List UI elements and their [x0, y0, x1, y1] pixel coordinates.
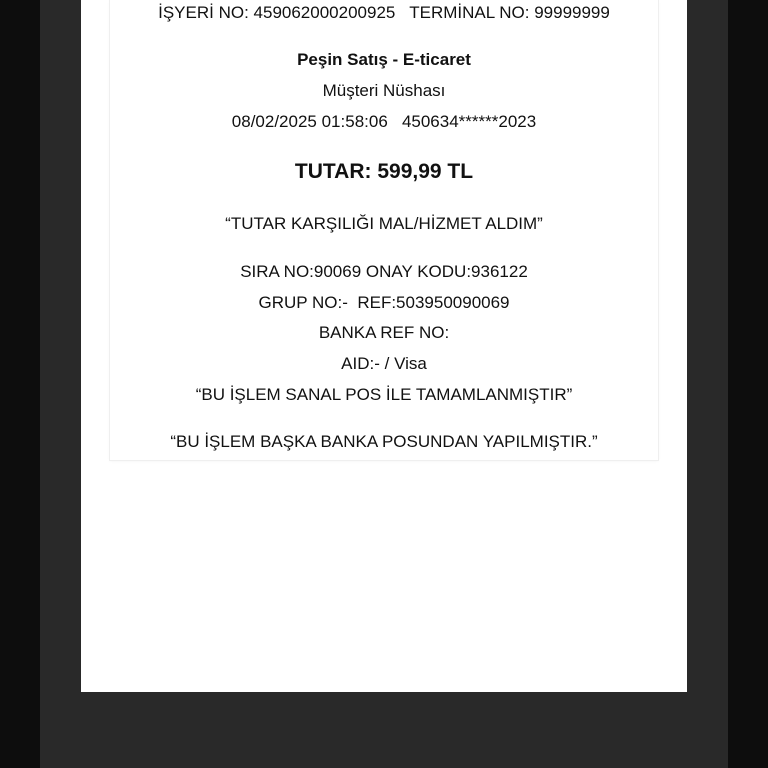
other-bank-note: “BU İŞLEM BAŞKA BANKA POSUNDAN YAPILMIŞTIR.” — [170, 432, 598, 451]
aid-line: AID:- / Visa — [341, 354, 427, 373]
bank-ref-line: BANKA REF NO: — [318, 323, 450, 342]
total-amount: TUTAR: 599,99 TL — [294, 160, 474, 183]
copy-label: Müşteri Nüshası — [322, 81, 446, 100]
group-ref-line: GRUP NO:- REF:503950090069 — [258, 293, 510, 312]
datetime-card-line: 08/02/2025 01:58:06 450634******2023 — [231, 112, 537, 131]
virtual-pos-note: “BU İŞLEM SANAL POS İLE TAMAMLANMIŞTIR” — [195, 385, 573, 404]
consent-statement: “TUTAR KARŞILIĞI MAL/HİZMET ALDIM” — [225, 214, 543, 233]
sequence-approval-line: SIRA NO:90069 ONAY KODU:936122 — [240, 262, 528, 281]
merchant-terminal-line: İŞYERİ NO: 459062000200925 TERMİNAL NO: 99999999 — [158, 3, 610, 22]
transaction-type: Peşin Satış - E-ticaret — [297, 50, 471, 69]
